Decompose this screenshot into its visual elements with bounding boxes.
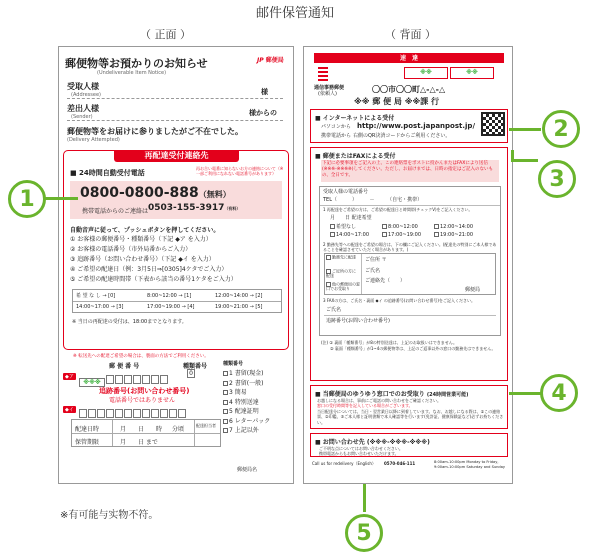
q2-name[interactable]: ご氏名 (365, 268, 381, 274)
step-3: ③ 追跡番号（お問い合わせ番号）（下記 ◆イ を入力） (70, 256, 215, 263)
kind-item: 2 書留(一般) (223, 379, 291, 389)
tracking-sub: 電話番号ではありません (109, 397, 176, 404)
english-label: Call us for redelivery（English） (312, 461, 376, 466)
mail-fax-title: ■ 郵便またはFAXによる受付 (315, 153, 396, 160)
redelivery-section (63, 150, 289, 350)
q2-option: 勤務先に配達 (326, 255, 358, 260)
step-5: ⑤ ご希望の配達時間帯（下表から該当の番号1ケタをご入力） (70, 276, 237, 283)
inquiry-desc: ご不明な点についてはお問い合わせください。 携帯電話からもお問い合わせいただけます。 (319, 446, 403, 457)
mobile-label: 携帯電話からのご連絡は (82, 208, 149, 215)
kind-header: 種類番号 (223, 361, 244, 367)
dd-day: 日 (138, 426, 145, 433)
tel-field[interactable]: TEL（ ） － （自宅・携帯） (323, 197, 423, 203)
time-slot-0: 希 望 な し → [0] (76, 293, 116, 299)
storage-day: 日 まで (138, 439, 158, 446)
qr-note: 右側のQR決済コードからご利用ください。 (353, 133, 451, 139)
time-slot-4: 17:00~19:00 → [4] (147, 304, 195, 310)
fax-form (319, 186, 501, 336)
q2-option: ご近所の方に配達 (326, 268, 356, 279)
absent-notice: 郵便物等をお届けに参りましたがご不在でした。 (67, 127, 243, 136)
step-list (70, 235, 285, 285)
time-slot-table (72, 289, 282, 313)
callout-1: 1 (8, 180, 46, 218)
kind-list (223, 361, 291, 436)
japanpost-url[interactable]: http://www.post.japanpost.jp/ (357, 122, 476, 130)
type-code-box[interactable]: 0 (187, 369, 195, 378)
type-code-label: 種類番号 (183, 363, 208, 370)
q2-post-office: 郵便局 (465, 287, 481, 293)
callout-5: 5 (345, 514, 383, 552)
inquiry-section (310, 433, 508, 457)
english-hours: 8:00am-10:00pm Monday to Friday, 9:00am-10:00pm Saturday and Sunday (434, 460, 506, 469)
qr-code-icon[interactable] (481, 112, 505, 136)
barcode-icon (318, 67, 328, 83)
time-options (330, 223, 500, 239)
hours-note: ※ 当日の再配達の受付は、18:00までとなります。 (72, 319, 187, 325)
q2-address[interactable]: ご住所 〒 (365, 257, 387, 263)
time-option: 希望なし (330, 223, 382, 231)
checker-label: 配達担当者 (196, 423, 216, 428)
back-label: （ 背面 ） (385, 28, 436, 41)
delivery-date-label: 配達日時 (75, 426, 100, 433)
q2-table (324, 253, 496, 295)
recipient-suffix: 様 (261, 88, 268, 96)
return-address: 〇〇市〇〇町△-△-△ (372, 85, 446, 94)
notes (321, 340, 501, 351)
kind-item: 4 特別送達 (223, 398, 291, 408)
time-option: 19:00~21:00 (434, 231, 486, 239)
question-2: 2 勤務先等への配達をご希望の場合は、下の欄にご記入ください。(配達先の特別にご本人様であることを確認させていただく場合があります。) (323, 242, 497, 253)
recipient-label-en: (Addressee) (71, 92, 101, 98)
callout-3-line-a (511, 159, 538, 162)
office-type-label: 通信事務郵便 (314, 85, 345, 91)
kind-item: 5 配達証明 (223, 407, 291, 417)
internet-section (310, 109, 508, 143)
instructions-title: 自動音声に従って、プッシュボタンを押してください。 (70, 227, 220, 234)
office-type-sub: (依頼人) (318, 91, 337, 97)
callout-5-line (363, 484, 366, 512)
dd-month: 月 (120, 426, 127, 433)
kind-item: 6 レターパック (223, 417, 291, 427)
dd-minute: 分頃 (172, 426, 185, 433)
office-label: 郵便局名 (237, 467, 258, 473)
q3-tracking[interactable]: 追跡番号(お問い合わせ番号) (326, 318, 390, 324)
time-slot-2: 12:00~14:00 → [2] (215, 293, 263, 299)
question-1: 1 再配達をご希望の方は、ご希望の配達日と時間帯(チェックV)をご記入ください。 (323, 207, 473, 212)
front-label: （ 正面 ） (140, 28, 191, 41)
sender-label: 差出人様 (67, 104, 99, 113)
q1-date[interactable]: 月 日 配達希望 (330, 215, 372, 221)
front-heading: 郵便物等お預かりのお知らせ (65, 57, 208, 70)
callout-3-line-b (511, 150, 514, 162)
kind-item: 3 簡易 (223, 388, 291, 398)
japan-post-logo: JP 郵便局 (257, 57, 284, 64)
urgent-banner: 速 達 (314, 53, 504, 63)
callout-2-line (509, 128, 541, 131)
footnote: ※有可能与实物不符。 (60, 510, 159, 521)
recipient-label: 受取人様 (67, 82, 99, 91)
marker-i: ◆イ (65, 407, 74, 413)
note-1: (注) ① 裏面「種類番号」が8の特別送達は、上記のお取扱いはできません。 (321, 340, 458, 345)
time-slot-1: 8:00~12:00 → [1] (147, 293, 192, 299)
q2-option: 他の郵便局の窓口でお受取り (326, 281, 360, 292)
callout-2: 2 (542, 110, 580, 148)
mail-fax-section (310, 147, 508, 381)
marker-a: ◆ア (65, 374, 74, 380)
front-heading-en: (Undeliverable Item Notice) (97, 70, 167, 76)
q2-contact[interactable]: ご連絡先（ ） (365, 278, 406, 284)
callout-4-line (509, 392, 541, 395)
auto-phone-label: ■ 24時間自動受付電話 (70, 169, 145, 177)
dd-hour: 時 (156, 426, 163, 433)
notice-back-card (303, 46, 513, 484)
stamp-box-1: ※※ (404, 67, 448, 79)
mobile-number[interactable]: 0503-155-3917（有料） (148, 203, 241, 213)
postal-prefix: ※※※ (79, 378, 105, 387)
step-1: ① お客様の郵便番号・種類番号（下記 ◆ア を入力） (70, 236, 212, 243)
callout-4: 4 (540, 374, 578, 412)
time-slot-5: 19:00~21:00 → [5] (215, 304, 263, 310)
question-3: 3 FAXの方は、ご氏名・裏面 ◆イ の追跡番号(お問い合わせ番号)をご記入ください。 (323, 298, 475, 303)
inquiry-title: ■ お問い合わせ先 (※※※-※※※-※※※) (315, 439, 430, 446)
phone-number[interactable]: 0800-0800-888（無料） (80, 185, 231, 201)
phone-field-label: 受取人様の電話番号 (323, 189, 369, 195)
tracking-label: 追跡番号(お問い合わせ番号) (99, 387, 190, 395)
kind-item: 1 書留(現金) (223, 369, 291, 379)
postal-code-label: 郵 便 番 号 (109, 363, 140, 370)
note-2: ② 裏面「種類番号」が1~4の郵便物等は、上記のご返事以外の窓口の勤務先はできません。 (330, 345, 496, 351)
english-number[interactable]: 0570-046-111 (384, 461, 416, 466)
auto-phone-note: 再お合い電番に知らないお方の連絡について（※一部ご利用になれない電話番号があります） (196, 166, 284, 177)
page-title: 邮件保管通知 (255, 6, 334, 21)
time-slot-3: 14:00~17:00 → [3] (76, 304, 124, 310)
step-2: ② お客様の電話番号（市外局番からご入力） (70, 246, 192, 253)
delivery-info-table (71, 419, 221, 447)
time-option: 14:00~17:00 (330, 231, 382, 239)
q3-name[interactable]: ご氏名 (326, 307, 342, 313)
notice-front-card (58, 46, 294, 484)
storage-month: 月 (120, 439, 127, 446)
internet-title: ■ インターネットによる受付 (315, 115, 395, 122)
stamp-box-2: ※※ (450, 67, 494, 79)
redelivery-header: 再配達受付連絡先 (114, 150, 239, 162)
return-office-name: ※※ 郵 便 局 ※※課 行 (354, 97, 440, 106)
pc-label: パソコンから (321, 124, 351, 130)
sender-suffix: 様からの (249, 109, 277, 117)
step-4: ④ ご希望の配達日（例：3月5日⇒[0305]4ケタでご入力） (70, 266, 228, 273)
time-option: 17:00~19:00 (382, 231, 434, 239)
kind-item: 7 上記以外 (223, 426, 291, 436)
form-warning: ※ 転送先への配達ご希望の場合は、裏面の方法でご利用ください。 (73, 354, 209, 359)
phone-box (70, 181, 282, 219)
window-pickup-section (310, 385, 508, 429)
time-option: 12:00~14:00 (434, 223, 486, 231)
storage-label: 保管期限 (75, 439, 100, 446)
pickup-desc: お越しになる場合は、事前にご電話の問い合わせをご確認ください。 窓口の受付時間等を記入している場合がございます。 当日配達分については、当日・翌営業日以降に到着しています。なお、お越しになる際は、①この連絡票、②印鑑、③ご本人様と証明書類で本人確認等を行います(免許証、健康保険証など)必ずお持ちください。 (317, 398, 504, 425)
mail-fax-desc: 下記に必要事項をご記入の上、この連絡票をポストに投かんまたはFAXにより送信(※※※-※※※※)してください。ただし、お届けまでは、日時の指定はご記入のないもの、全日です。 (321, 160, 499, 182)
pickup-title: ■ 当郵便局のゆうゆう窓口でのお受取り (24時間営業可能) (315, 391, 469, 398)
time-option: 8:00~12:00 (382, 223, 434, 231)
callout-3: 3 (538, 160, 576, 198)
absent-notice-en: (Delivery Attempted) (67, 137, 120, 143)
sender-label-en: (Sender) (71, 114, 93, 120)
mobile-access-label: 携帯電話から (321, 133, 352, 139)
